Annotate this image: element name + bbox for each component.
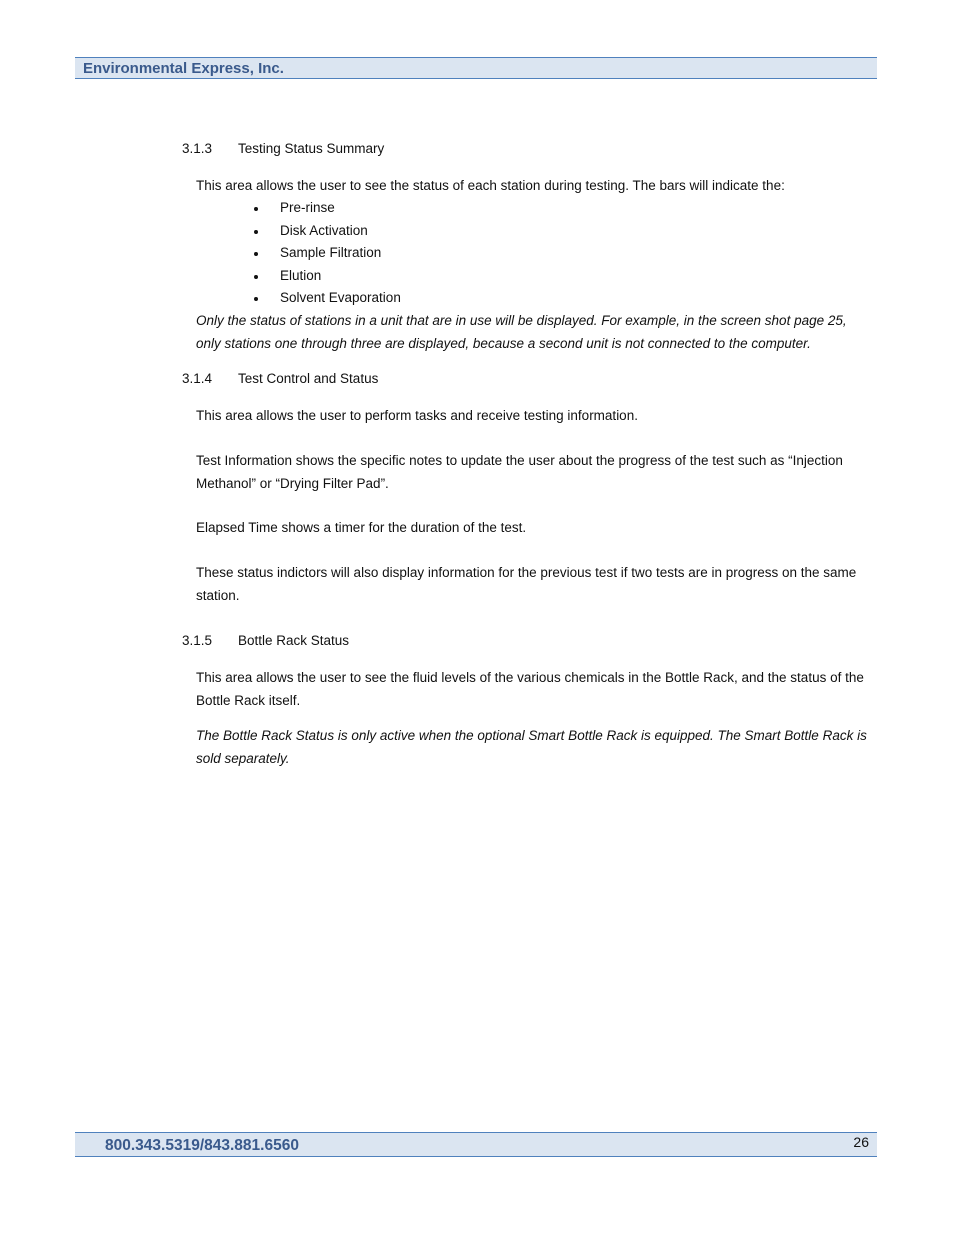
- list-item: Solvent Evaporation: [250, 287, 401, 310]
- section-title: Test Control and Status: [238, 371, 379, 386]
- section-3-1-5-paragraph-1: This area allows the user to see the fluid levels of the various chemicals in the Bottle Rack, and the status of the Bottle Rack itself.: [196, 670, 864, 708]
- status-bar-list: [250, 197, 401, 310]
- section-heading-3-1-3: [182, 140, 384, 158]
- section-heading-3-1-4: [182, 370, 378, 388]
- company-name: Environmental Express, Inc.: [83, 60, 284, 77]
- section-number: 3.1.5: [182, 633, 213, 648]
- section-3-1-4-paragraph-1: This area allows the user to perform tasks and receive testing information.: [196, 408, 638, 423]
- page-header: [75, 57, 877, 79]
- bullet-icon: [254, 297, 258, 301]
- list-item: Sample Filtration: [250, 242, 401, 265]
- section-3-1-5-note: The Bottle Rack Status is only active when the optional Smart Bottle Rack is equipped. The Smart Bottle Rack is sold separately.: [196, 728, 867, 766]
- page-number: 26: [853, 1134, 869, 1150]
- bullet-icon: [254, 207, 258, 211]
- bullet-icon: [254, 252, 258, 256]
- contact-phone: 800.343.5319/843.881.6560: [105, 1137, 299, 1154]
- section-3-1-4-paragraph-3: Elapsed Time shows a timer for the duration of the test.: [196, 520, 527, 535]
- section-heading-3-1-5: [182, 632, 349, 650]
- list-item: Pre-rinse: [250, 197, 401, 220]
- list-item: Elution: [250, 265, 401, 288]
- page-footer: [75, 1132, 877, 1157]
- section-3-1-3-intro: This area allows the user to see the status of each station during testing. The bars will indicate the:: [196, 178, 785, 193]
- section-number: 3.1.3: [182, 141, 213, 156]
- section-3-1-4-paragraph-2: Test Information shows the specific notes to update the user about the progress of the test such as “Injection Methanol” or “Drying Filter Pad”.: [196, 453, 843, 491]
- list-item: Disk Activation: [250, 220, 401, 243]
- bullet-icon: [254, 275, 258, 279]
- bullet-icon: [254, 230, 258, 234]
- section-number: 3.1.4: [182, 371, 213, 386]
- section-3-1-3-note: Only the status of stations in a unit that are in use will be displayed. For example, in the screen shot page 25, only stations one through three are displayed, because a second unit is not connected to the computer.: [196, 313, 847, 351]
- section-title: Testing Status Summary: [238, 141, 385, 156]
- section-title: Bottle Rack Status: [238, 633, 350, 648]
- section-3-1-4-paragraph-4: These status indictors will also display information for the previous test if two tests are in progress on the same station.: [196, 565, 857, 603]
